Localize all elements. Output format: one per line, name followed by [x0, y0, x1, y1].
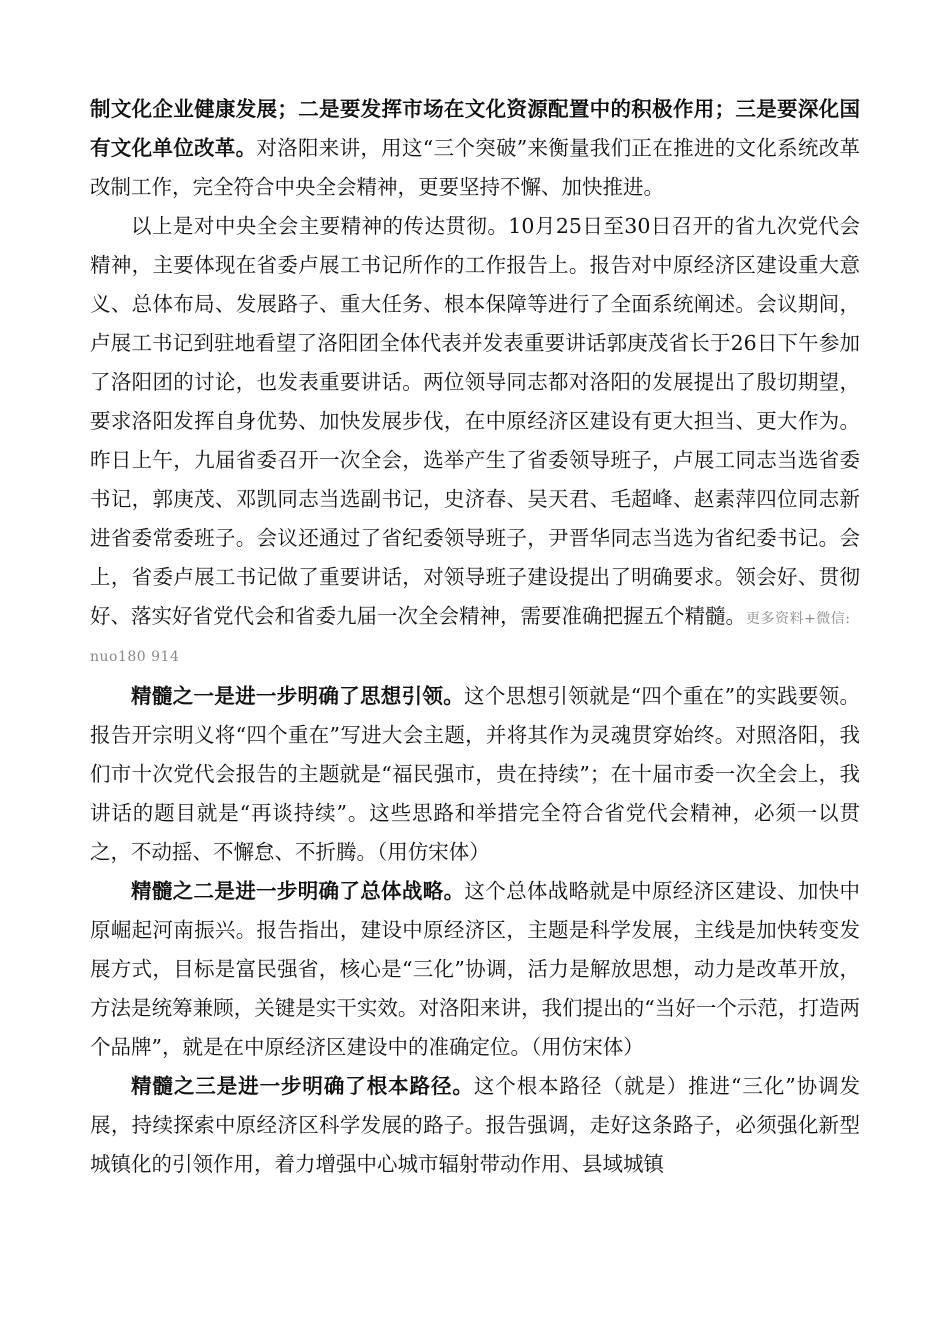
paragraph-text: 对洛阳来讲，用这“三个突破”来衡量我们正在推进的文化系统改革改制工作，完全符合中央全会精神，更要坚持不懈、加快推进。 — [90, 136, 860, 199]
paragraph-bold-lead: 精髓之三是进一步明确了根本路径。 — [131, 1074, 474, 1098]
paragraph-bold-lead: 制文化企业健康发展；二是要发挥市场在文化资源配置中的积极作用；三是要深化国有文化单位改革。 — [90, 97, 860, 160]
paragraph-continuation — [90, 90, 860, 207]
paragraph-text: 以上是对中央全会主要精神的传达贯彻。10月25日至30日召开的省九次党代会精神，主要体现在省委卢展工书记所作的工作报告上。报告对中原经济区建设重大意义、总体布局、发展路子、重大任务、根本保障等进行了全面系统阐述。会议期间，卢展工书记到驻地看望了洛阳团全体代表并发表重要讲话郭庚茂省长于26日下午参加了洛阳团的讨论，也发表重要讲话。两位领导同志都对洛阳的发展提出了殷切期望，要求洛阳发挥自身优势、加快发展步伐，在中原经济区建设有更大担当、更大作为。昨日上午，九届省委召开一次全会，选举产生了省委领导班子，卢展工同志当选省委书记，郭庚茂、邓凯同志当选副书记，史济春、吴天君、毛超峰、赵素萍四位同志新进省委常委班子。会议还通过了省纪委领导班子，尹晋华同志当选为省纪委书记。会上，省委卢展工书记做了重要讲话，对领导班子建设提出了明确要求。领会好、贯彻好、落实好省党代会和省委九届一次全会精神，需要准确把握五个精髓。 — [90, 214, 860, 628]
paragraph-bold-lead: 精髓之一是进一步明确了思想引领。 — [131, 684, 465, 708]
paragraph-congress-spirit — [90, 207, 860, 639]
paragraph-text: 这个根本路径（就是）推进“三化”协调发展，持续探索中原经济区科学发展的路子。报告强调，走好这条路子，必须强化新型城镇化的引领作用，着力增强中心城市辐射带动作用、县域城镇 — [90, 1074, 860, 1176]
paragraph-essence-two — [90, 872, 860, 1067]
watermark-ad-text: 更多资料+微信: — [746, 611, 851, 627]
document-page — [90, 90, 860, 1184]
watermark-ad-continuation: nuo180 914 — [90, 649, 180, 665]
paragraph-bold-lead: 精髓之二是进一步明确了总体战略。 — [131, 879, 465, 903]
paragraph-essence-three — [90, 1067, 860, 1184]
paragraph-text: 这个总体战略就是中原经济区建设、加快中原崛起河南振兴。报告指出，建设中原经济区，主题是科学发展，主线是加快转变发展方式，目标是富民强省，核心是“三化”协调，活力是解放思想，动力是改革开放，方法是统筹兼顾，关键是实干实效。对洛阳来讲，我们提出的“当好一个示范，打造两个品牌”，就是在中原经济区建设中的准确定位。（用仿宋体） — [90, 879, 861, 1059]
paragraph-text: 这个思想引领就是“四个重在”的实践要领。报告开宗明义将“四个重在”写进大会主题，并将其作为灵魂贯穿始终。对照洛阳，我们市十次党代会报告的主题就是“福民强市，贵在持续”；在十届市委一次全会上，我讲话的题目就是“再谈持续”。这些思路和举措完全符合省党代会精神，必须一以贯之，不动摇、不懈怠、不折腾。（用仿宋体） — [90, 684, 860, 864]
paragraph-essence-one — [90, 677, 860, 872]
